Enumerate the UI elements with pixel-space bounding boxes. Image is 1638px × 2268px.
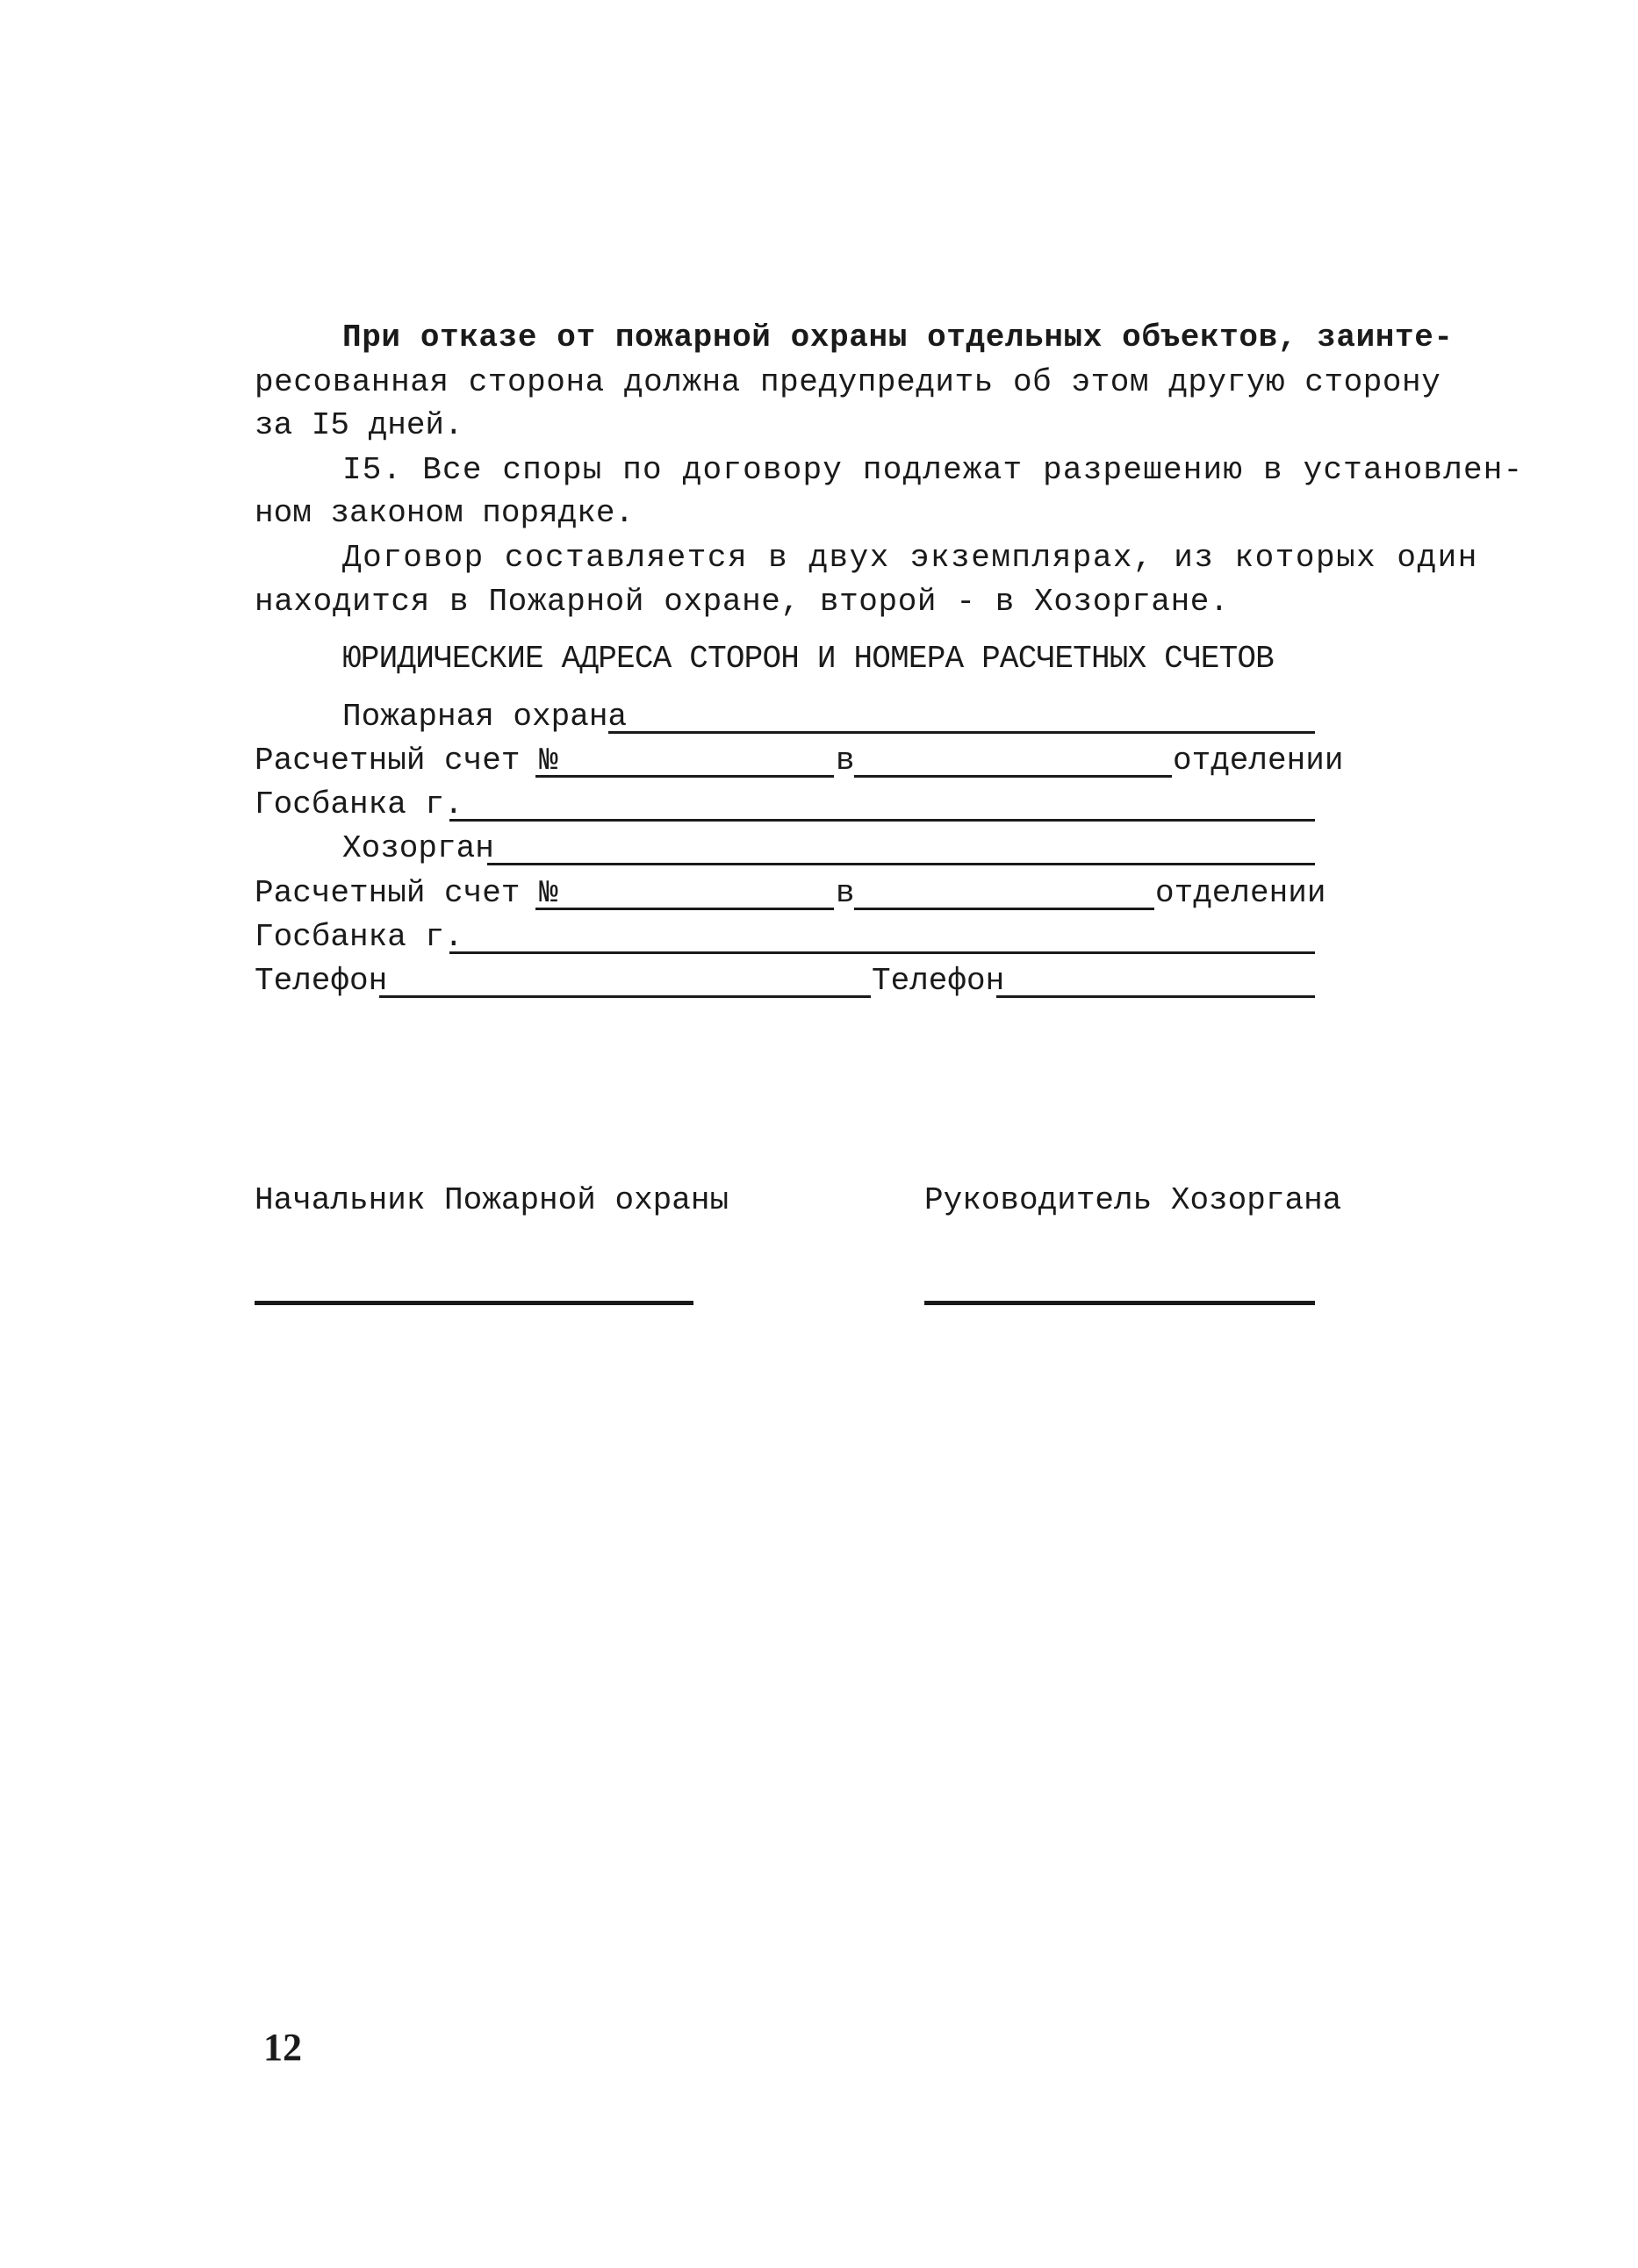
phone-2-field <box>996 995 1315 998</box>
paragraph-1-line-1: При отказе от пожарной охраны отдельных объектов, заинте- <box>342 319 1454 355</box>
gosbank-1-field <box>449 819 1315 822</box>
khozorgan-label: Хозорган <box>342 830 494 866</box>
section-heading: ЮРИДИЧЕСКИЕ АДРЕСА СТОРОН И НОМЕРА РАСЧЕТНЫХ СЧЕТОВ <box>342 641 1274 677</box>
paragraph-2-line-1: I5. Все споры по договору подлежат разрешению в установлен- <box>342 452 1524 488</box>
page-number: 12 <box>263 2026 302 2069</box>
paragraph-3-line-1: Договор составляется в двух экземплярах, из которых один <box>342 540 1478 576</box>
signature-left-line <box>255 1301 693 1305</box>
account-2-label: Расчетный счет № <box>255 875 558 911</box>
paragraph-2-line-2: ном законом порядке. <box>255 495 635 531</box>
bank-2-field <box>854 908 1154 910</box>
paragraph-3-line-2: находится в Пожарной охране, второй - в Хозоргане. <box>255 584 1230 620</box>
phone-2-label: Телефон <box>872 963 1005 999</box>
khozorgan-field <box>487 863 1315 865</box>
fire-guard-field <box>608 731 1315 734</box>
gosbank-1-label: Госбанка г. <box>255 786 463 822</box>
bank-1-field <box>854 775 1172 778</box>
signature-right-line <box>924 1301 1315 1305</box>
phone-1-field <box>379 995 871 998</box>
fire-guard-label: Пожарная охрана <box>342 699 628 735</box>
branch-1-label: отделении <box>1173 743 1344 779</box>
account-1-label: Расчетный счет № <box>255 743 558 779</box>
in-2-label: в <box>836 875 855 911</box>
phone-1-label: Телефон <box>255 963 388 999</box>
in-1-label: в <box>836 743 855 779</box>
paragraph-1-line-2: ресованная сторона должна предупредить об этом другую сторону <box>255 364 1441 400</box>
branch-2-label: отделении <box>1155 875 1326 911</box>
paragraph-1-line-3: за I5 дней. <box>255 407 463 443</box>
account-2-field <box>535 908 834 910</box>
gosbank-2-field <box>449 951 1315 954</box>
signature-left-title: Начальник Пожарной охраны <box>255 1182 729 1218</box>
signature-right-title: Руководитель Хозоргана <box>924 1182 1342 1218</box>
account-1-field <box>535 775 834 778</box>
gosbank-2-label: Госбанка г. <box>255 919 463 955</box>
